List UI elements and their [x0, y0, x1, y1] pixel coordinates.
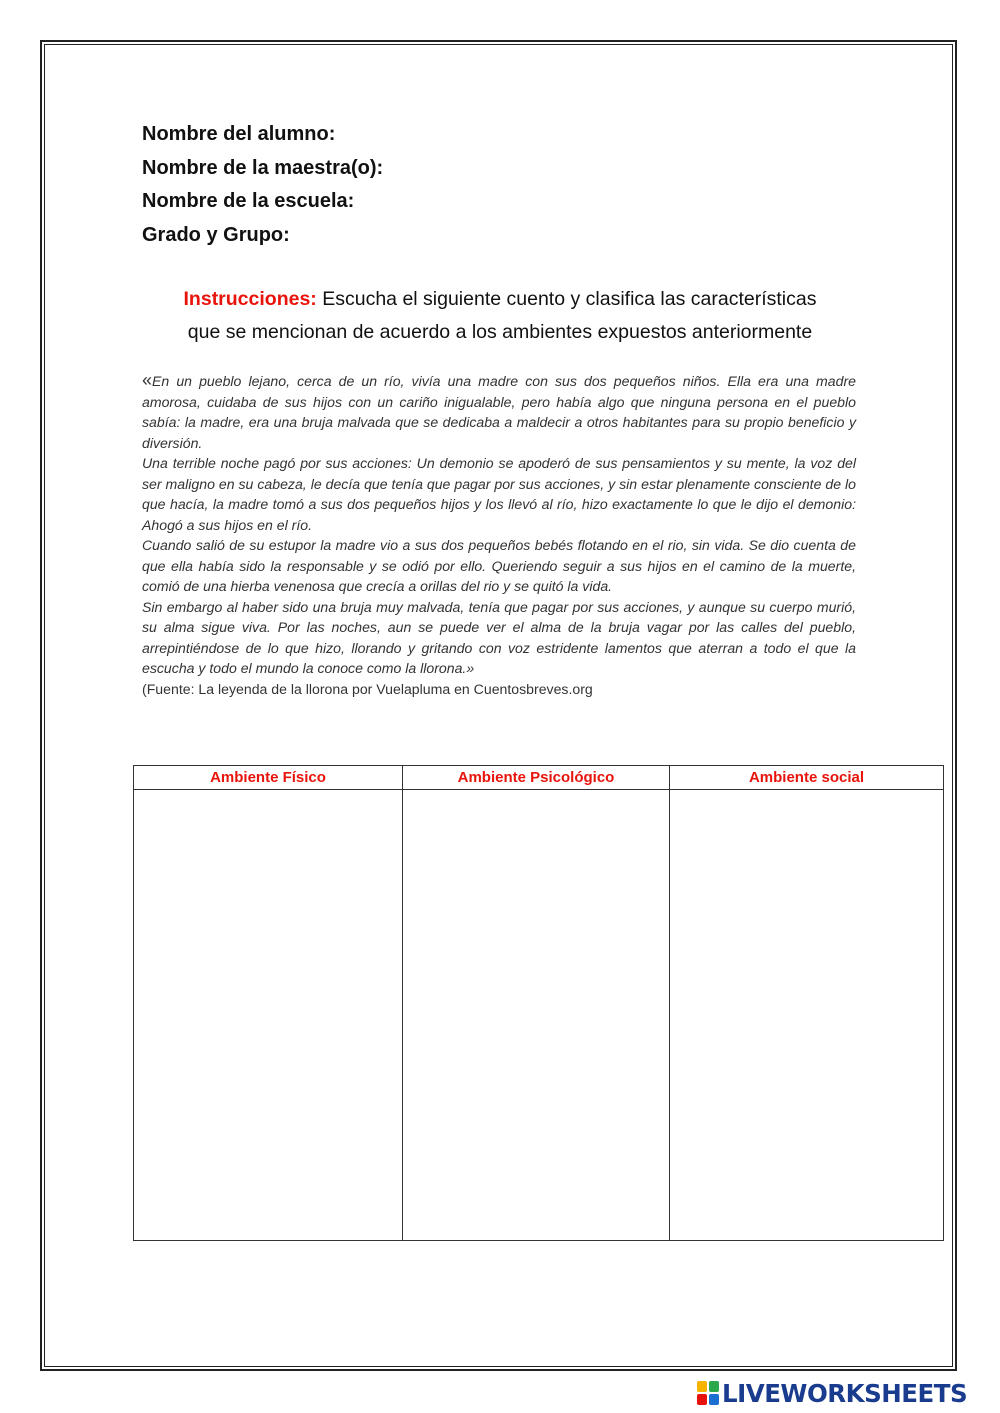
liveworksheets-logo-icon	[697, 1381, 719, 1405]
answer-cell-social[interactable]	[670, 790, 944, 1241]
instructions-line-2: que se mencionan de acuerdo a los ambientes expuestos anteriormente	[187, 321, 813, 343]
teacher-name-label: Nombre de la maestra(o):	[142, 156, 384, 179]
header-fields	[142, 118, 842, 252]
instructions	[100, 283, 900, 349]
table-answer-row	[134, 790, 944, 1241]
story-paragraph-4: Sin embargo al haber sido una bruja muy malvada, tenía que pagar por sus acciones, y aunque su cuerpo murió, su alma sigue viva. Por las noches, aun se puede ver el alma de la bruja vagar por las calles del pueblo, arrepintiéndose de lo que hizo, llorando y gritando con voz estridente lamentos que aterran a todo el que la escucha y todo el mundo la conoce como la llorona.»	[142, 598, 856, 676]
story-paragraph-2: Una terrible noche pagó por sus acciones: Un demonio se apoderó de sus pensamientos y su mente, la voz del ser maligno en su cabeza, le decía que tenía que pagar por sus acciones, y sin estar plenamente consciente de lo que hacía, la madre tomó a sus dos pequeños hijos y los llevó al río, hizo exactamente lo que le dijo el demonio: Ahogó a sus hijos en el río.	[142, 455, 856, 533]
ambientes-table	[133, 765, 944, 1241]
answer-cell-psicologico[interactable]	[403, 790, 670, 1241]
story-paragraph-3: Cuando salió de su estupor la madre vio a sus dos pequeños bebés flotando en el rio, sin vida. Se dio cuenta de que ella había sido la responsable y se odió por ello. Queriendo seguir a sus hijos en el camino de la muerte, comió de una hierba venenosa que crecía a orillas del rio y se quitó la vida.	[142, 537, 856, 594]
school-name-label: Nombre de la escuela:	[142, 190, 355, 212]
story-paragraph-1-text: En un pueblo lejano, cerca de un río, vivía una madre con sus dos pequeños niños. Ella era una madre amorosa, cuidaba de sus hijos con un cariño inigualable, pero había algo que ninguna persona en el pueblo sabía: la madre, era una bruja malvada que se dedicaba a maldecir a otros habitantes para su propio beneficio y diversión.	[142, 373, 856, 451]
story-source: (Fuente: La leyenda de la llorona por Vuelapluma en Cuentosbreves.org	[142, 680, 593, 697]
column-header-psicologico: Ambiente Psicológico	[403, 766, 670, 790]
instructions-label: Instrucciones:	[183, 288, 317, 310]
liveworksheets-logo-text: LIVEWORKSHEETS	[722, 1378, 968, 1408]
liveworksheets-logo	[697, 1378, 993, 1408]
column-header-fisico: Ambiente Físico	[134, 766, 403, 790]
table-header-row	[134, 766, 944, 790]
story-text	[142, 370, 856, 699]
answer-cell-fisico[interactable]	[134, 790, 403, 1241]
student-name-label: Nombre del alumno:	[142, 123, 336, 145]
instructions-line-1	[100, 283, 900, 316]
story-paragraph-1	[142, 370, 856, 453]
grade-group-label: Grado y Grupo:	[142, 223, 290, 246]
column-header-social: Ambiente social	[670, 766, 944, 790]
story-open-quote: «	[142, 370, 153, 390]
instructions-text-1: Escucha el siguiente cuento y clasifica las características	[316, 288, 817, 310]
